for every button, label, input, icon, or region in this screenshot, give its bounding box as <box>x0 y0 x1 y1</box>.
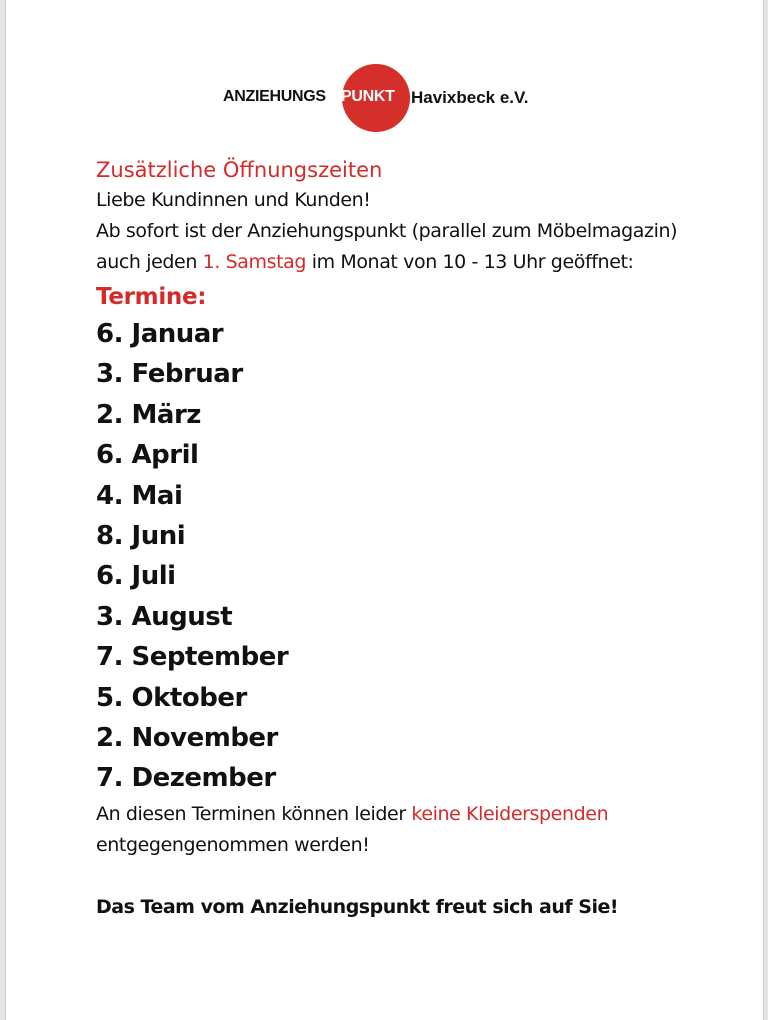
document-body <box>96 155 716 942</box>
note-text-start: An diesen Terminen können leider <box>96 802 412 825</box>
date-item: 3. August <box>96 601 233 632</box>
logo-text-punkt: PUNKT <box>341 88 395 105</box>
note-highlight: keine Kleiderspenden <box>411 802 609 825</box>
document-heading: Zusätzliche Öffnungszeiten <box>96 158 383 182</box>
document-page <box>5 0 764 1020</box>
intro-paragraph <box>96 216 716 278</box>
organization-logo <box>6 64 763 134</box>
date-item: 7. September <box>96 642 289 673</box>
logo-text-havixbeck: Havixbeck e.V. <box>411 88 529 107</box>
dates-list <box>96 314 716 799</box>
date-item: 2. November <box>96 723 278 754</box>
date-item: 6. April <box>96 440 199 471</box>
date-item: 4. Mai <box>96 480 183 511</box>
date-item: 8. Juni <box>96 521 186 552</box>
intro-highlight: 1. Samstag <box>202 251 307 273</box>
intro-text-start: Ab sofort ist der Anziehungspunkt (parallel zum Möbelmagazin) auch jeden <box>96 220 678 273</box>
date-item: 6. Januar <box>96 319 224 349</box>
date-item: 6. Juli <box>96 561 176 592</box>
note-text-end: entgegengenommen werden! <box>96 833 370 856</box>
closing-line: Das Team vom Anziehungspunkt freut sich auf Sie! <box>96 895 619 918</box>
greeting: Liebe Kundinnen und Kunden! <box>96 189 371 211</box>
date-item: 5. Oktober <box>96 682 247 713</box>
date-item: 2. März <box>96 399 201 430</box>
date-item: 7. Dezember <box>96 763 276 794</box>
date-item: 3. Februar <box>96 359 243 390</box>
termine-heading: Termine: <box>96 284 207 310</box>
intro-text-end: im Monat von 10 - 13 Uhr geöffnet: <box>306 251 634 273</box>
donation-note <box>96 799 716 861</box>
logo-text-anziehungs: ANZIEHUNGS <box>223 88 326 105</box>
